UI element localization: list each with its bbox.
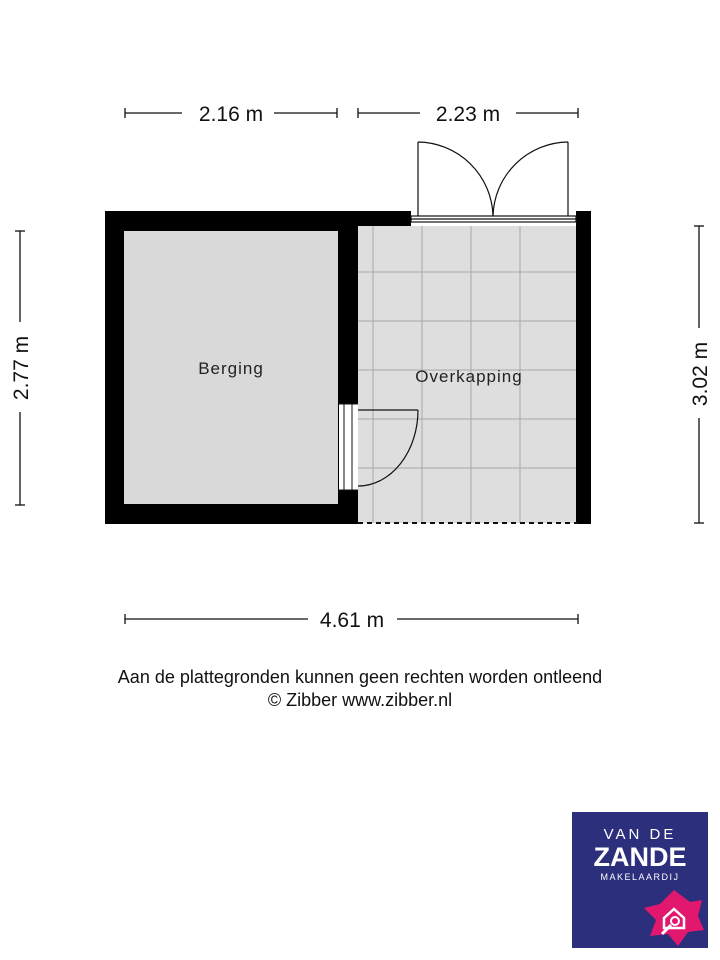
right-wall: [576, 211, 591, 524]
logo-line-1: VAN DE: [603, 826, 677, 843]
room-label-overkapping: Overkapping: [415, 367, 523, 386]
logo-line-3: MAKELAARDIJ: [600, 872, 680, 882]
dimension-label-right: 3.02 m: [689, 341, 712, 407]
dimension-label-bottom: 4.61 m: [319, 609, 385, 632]
top-wall: [357, 211, 411, 226]
dimension-label-left: 2.77 m: [10, 335, 33, 401]
logo-line-2: ZANDE: [593, 842, 687, 872]
dimension-label-top-right: 2.23 m: [435, 103, 501, 126]
dimension-label-top-left: 2.16 m: [198, 103, 264, 126]
house-magnifier-icon: [644, 888, 704, 946]
double-door: [411, 142, 576, 222]
copyright-text: © Zibber www.zibber.nl: [267, 690, 453, 710]
agency-logo: [572, 812, 708, 948]
room-label-berging: Berging: [198, 359, 264, 378]
disclaimer-text: Aan de plattegronden kunnen geen rechten worden ontleend: [117, 667, 603, 687]
